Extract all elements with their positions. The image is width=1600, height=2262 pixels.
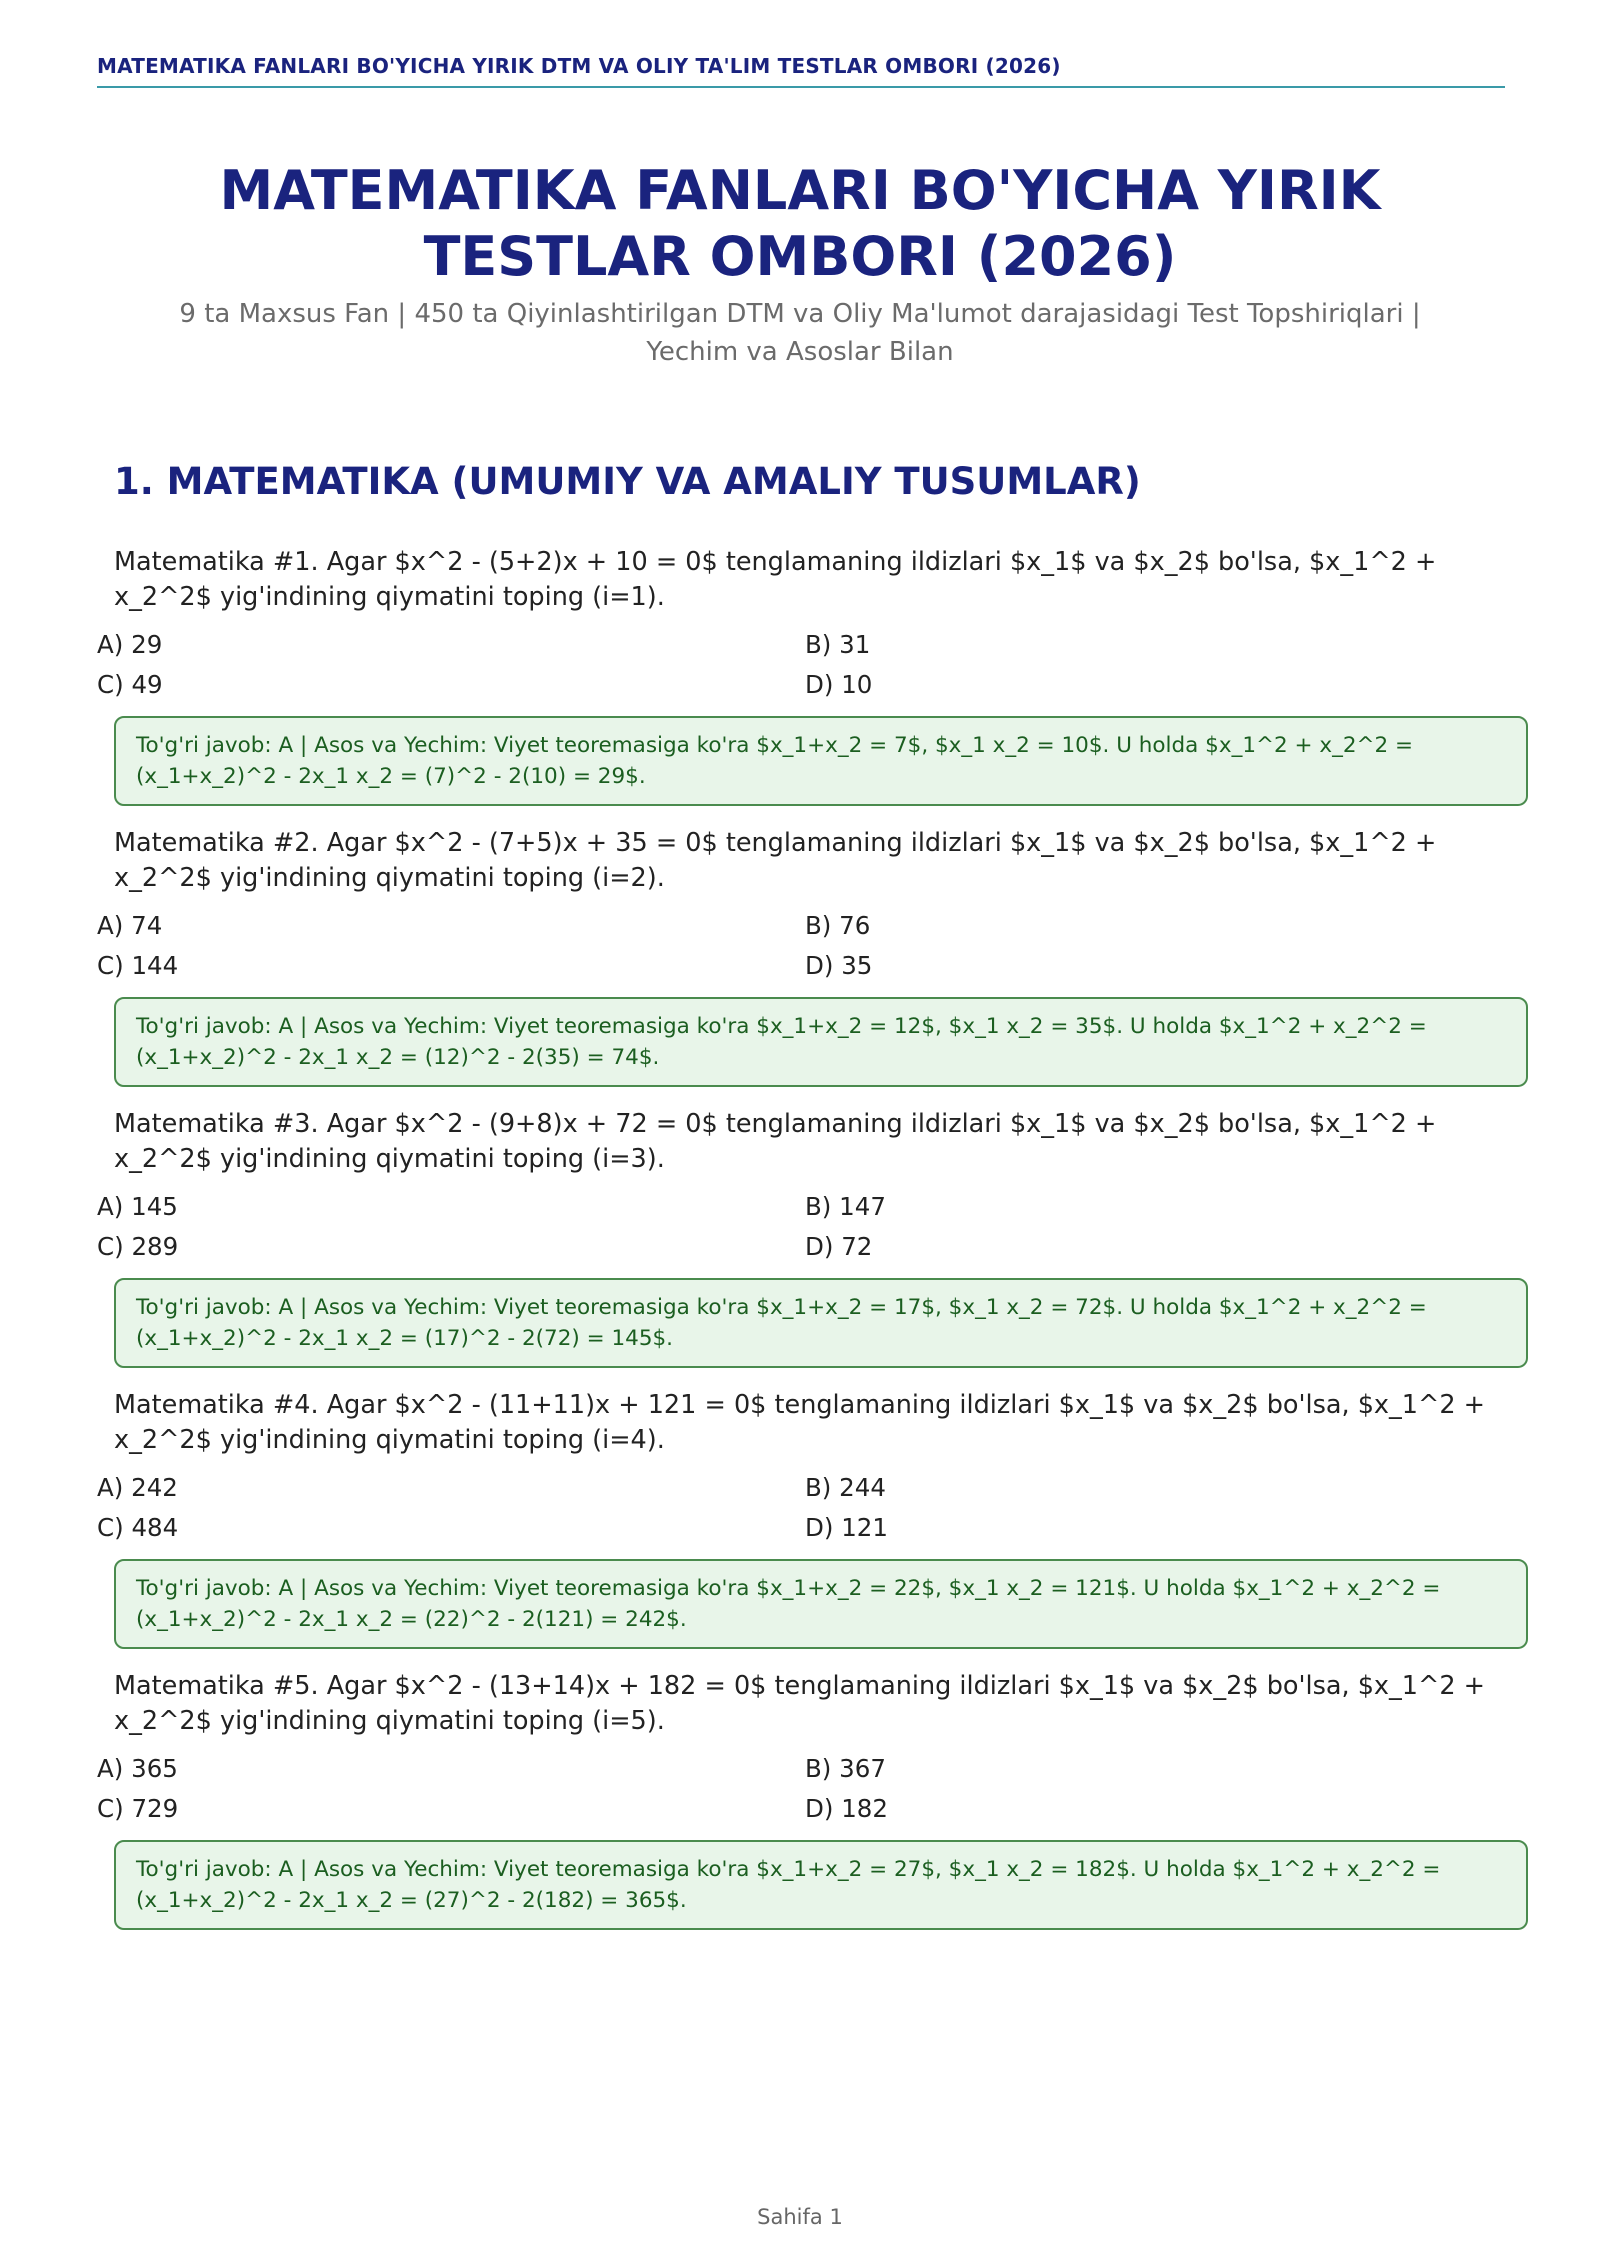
page-number: Sahifa 1 <box>757 2205 843 2229</box>
question-block <box>0 1669 1600 1950</box>
running-header: MATEMATIKA FANLARI BO'YICHA YIRIK DTM VA OLIY TA'LIM TESTLAR OMBORI (2026) <box>97 54 1061 78</box>
option-c: C) 144 <box>97 951 179 980</box>
question-text: Matematika #4. Agar $x^2 - (11+11)x + 121 = 0$ tenglamaning ildizlari $x_1$ va $x_2$ bo'lsa, $x_1^2 + x_2^2$ yig'indining qiymatini toping (i=4). <box>114 1390 1486 1455</box>
answer-explanation: To'g'ri javob: A | Asos va Yechim: Viyet teoremasiga ko'ra $x_1+x_2 = 12$, $x_1 x_2 = 35$. U holda $x_1^2 + x_2^2 = (x_1+x_2)^2 - 2x_1 x_2 = (12)^2 - 2(35) = 74$. <box>114 997 1528 1087</box>
question-block <box>0 826 1600 1107</box>
document-title <box>120 158 1480 290</box>
option-a: A) 29 <box>97 630 163 659</box>
option-a: A) 365 <box>97 1754 178 1783</box>
option-a: A) 242 <box>97 1473 178 1502</box>
option-c: C) 49 <box>97 670 163 699</box>
option-c: C) 484 <box>97 1513 179 1542</box>
answer-explanation: To'g'ri javob: A | Asos va Yechim: Viyet teoremasiga ko'ra $x_1+x_2 = 17$, $x_1 x_2 = 72$. U holda $x_1^2 + x_2^2 = (x_1+x_2)^2 - 2x_1 x_2 = (17)^2 - 2(72) = 145$. <box>114 1278 1528 1368</box>
option-d: D) 121 <box>805 1513 888 1542</box>
option-c: C) 729 <box>97 1794 179 1823</box>
question-block <box>0 1388 1600 1669</box>
option-b: B) 147 <box>805 1192 886 1221</box>
question-text: Matematika #1. Agar $x^2 - (5+2)x + 10 = 0$ tenglamaning ildizlari $x_1$ va $x_2$ bo'lsa, $x_1^2 + x_2^2$ yig'indining qiymatini toping (i=1). <box>114 547 1437 612</box>
document-subtitle-line-2: Yechim va Asoslar Bilan <box>646 337 954 367</box>
option-b: B) 244 <box>805 1473 886 1502</box>
question-text: Matematika #3. Agar $x^2 - (9+8)x + 72 = 0$ tenglamaning ildizlari $x_1$ va $x_2$ bo'lsa, $x_1^2 + x_2^2$ yig'indining qiymatini toping (i=3). <box>114 1109 1437 1174</box>
document-title-line-1: MATEMATIKA FANLARI BO'YICHA YIRIK <box>219 159 1381 222</box>
question-list <box>0 545 1600 1950</box>
answer-explanation: To'g'ri javob: A | Asos va Yechim: Viyet teoremasiga ko'ra $x_1+x_2 = 22$, $x_1 x_2 = 121$. U holda $x_1^2 + x_2^2 = (x_1+x_2)^2 - 2x_1 x_2 = (22)^2 - 2(121) = 242$. <box>114 1559 1528 1649</box>
answer-explanation: To'g'ri javob: A | Asos va Yechim: Viyet teoremasiga ko'ra $x_1+x_2 = 27$, $x_1 x_2 = 182$. U holda $x_1^2 + x_2^2 = (x_1+x_2)^2 - 2x_1 x_2 = (27)^2 - 2(182) = 365$. <box>114 1840 1528 1930</box>
option-a: A) 74 <box>97 911 163 940</box>
option-c: C) 289 <box>97 1232 179 1261</box>
header-divider <box>97 86 1505 88</box>
document-subtitle-line-1: 9 ta Maxsus Fan | 450 ta Qiyinlashtirilgan DTM va Oliy Ma'lumot darajasidagi Test Topshiriqlari | <box>179 299 1421 329</box>
question-block <box>0 545 1600 826</box>
document-title-line-2: TESTLAR OMBORI (2026) <box>423 225 1177 288</box>
option-a: A) 145 <box>97 1192 178 1221</box>
answer-explanation: To'g'ri javob: A | Asos va Yechim: Viyet teoremasiga ko'ra $x_1+x_2 = 7$, $x_1 x_2 = 10$. U holda $x_1^2 + x_2^2 = (x_1+x_2)^2 - 2x_1 x_2 = (7)^2 - 2(10) = 29$. <box>114 716 1528 806</box>
question-text: Matematika #2. Agar $x^2 - (7+5)x + 35 = 0$ tenglamaning ildizlari $x_1$ va $x_2$ bo'lsa, $x_1^2 + x_2^2$ yig'indining qiymatini toping (i=2). <box>114 828 1437 893</box>
question-text: Matematika #5. Agar $x^2 - (13+14)x + 182 = 0$ tenglamaning ildizlari $x_1$ va $x_2$ bo'lsa, $x_1^2 + x_2^2$ yig'indining qiymatini toping (i=5). <box>114 1671 1486 1736</box>
section-title: 1. MATEMATIKA (UMUMIY VA AMALIY TUSUMLAR) <box>114 460 1141 503</box>
option-d: D) 10 <box>805 670 873 699</box>
document-subtitle <box>120 295 1480 371</box>
option-b: B) 76 <box>805 911 871 940</box>
option-d: D) 182 <box>805 1794 888 1823</box>
option-d: D) 35 <box>805 951 873 980</box>
option-d: D) 72 <box>805 1232 873 1261</box>
option-b: B) 31 <box>805 630 871 659</box>
option-b: B) 367 <box>805 1754 886 1783</box>
question-block <box>0 1107 1600 1388</box>
